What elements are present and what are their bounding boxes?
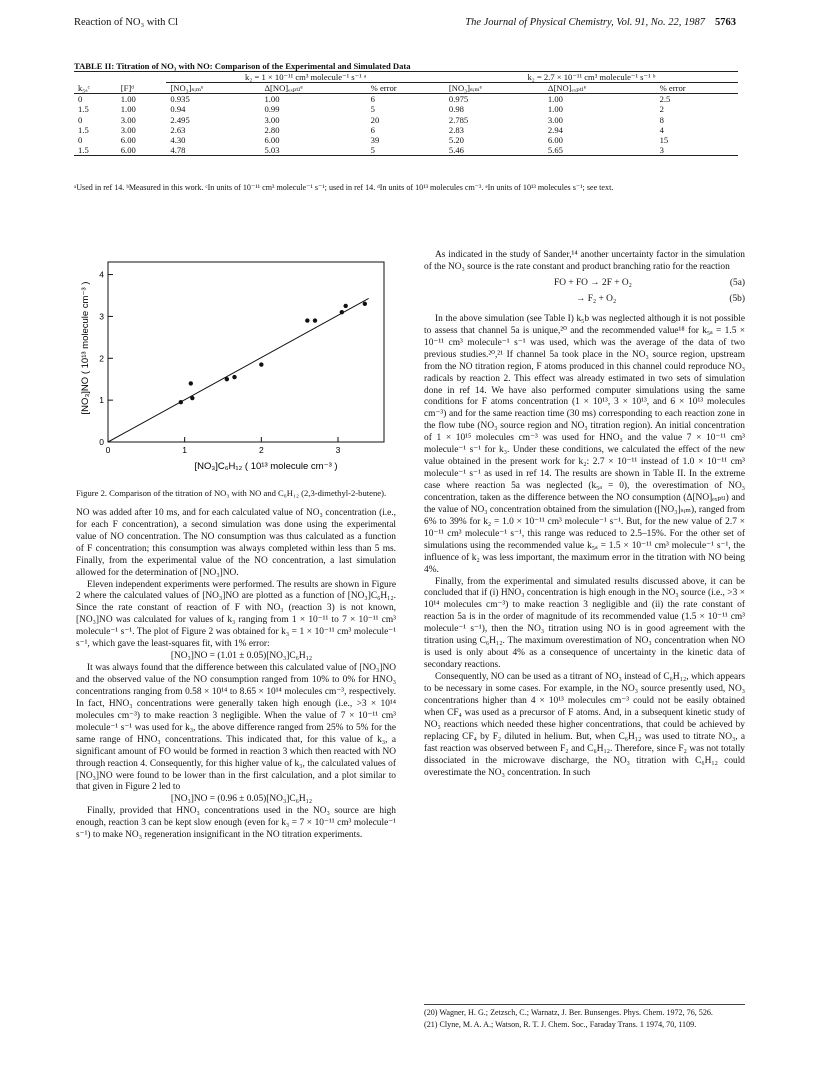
reaction-equation: → F₂ + O₂ <box>576 293 617 304</box>
cell: 5.65 <box>547 144 563 155</box>
references <box>424 1004 745 1033</box>
reference-20: (20) Wagner, H. G.; Zetzsch, C.; Warnatz, J. Ber. Bunsenges. Phys. Chem. 1972, 76, 526. <box>424 1008 713 1017</box>
figure-caption: Figure 2. Comparison of the titration of NO₃ with NO and C₆H₁₂ (2,3-dimethyl-2-butene). <box>76 488 387 498</box>
paragraph: Consequently, NO can be used as a titrant of NO₃ instead of C₆H₁₂, which appears to be necessary in some cases. For example, in the NO₃ source presently used, NO₃ concentrations higher than 4 × 10¹³ molecules cm⁻³ could not be easily obtained when CF₄ was used as a precursor of F atoms. And, in a subsequent kinetic study of NO₃ reactions which needed these higher concentrations, that could be achieved by replacing CF₄ by F₂ diluted in helium. But, when C₆H₁₂ was used to titrate NO₃, a fast reaction was observed between F₂ and C₆H₁₂. Therefore, since F₂ was not totally dissociated in the microwave discharge, the NO₃ titration with C₆H₁₂ could overestimate the NO₃ concentration. In such <box>424 672 745 778</box>
table-title: TABLE II: Titration of NO₃ with NO: Comparison of the Experimental and Simulated Data <box>74 61 411 71</box>
cell: 2.5 <box>659 94 671 105</box>
table-2 <box>74 71 738 156</box>
cell: 3.00 <box>120 114 136 125</box>
reaction-number: (5a) <box>729 277 745 288</box>
data-point <box>190 396 194 400</box>
cell: 39 <box>370 134 380 145</box>
cell: 1.5 <box>78 144 89 155</box>
page-number: 5763 <box>715 17 736 28</box>
data-point <box>225 377 229 381</box>
cell: 2.63 <box>170 124 186 135</box>
plot-axes <box>108 262 384 442</box>
cell: 4 <box>659 124 664 135</box>
col-header: [NO₃]ₛᵢₘᵉ <box>445 83 544 94</box>
y-tick-label: 0 <box>99 437 104 447</box>
table-row <box>74 135 738 145</box>
cell: 2.83 <box>448 124 464 135</box>
left-column <box>76 488 396 842</box>
data-point <box>363 302 367 306</box>
figure-2 <box>76 256 406 488</box>
header-left: Reaction of NO₃ with Cl <box>74 17 178 28</box>
cell: 5.03 <box>264 144 280 155</box>
header-right <box>465 16 736 29</box>
y-tick-label: 1 <box>99 395 104 406</box>
paragraph: In the above simulation (see Table I) k₅b was neglected although it is not possible to assess that channel 5a is unique,²⁰ and the recommended value¹⁸ for k₅ₐ = 1.5 × 10⁻¹¹ cm³ molecule⁻¹ s⁻¹ was used, which was the average of the data of two previous studies.²⁰,²¹ If channel 5a took place in the NO₃ source region, upstream from the NO titration region, F atoms produced in this channel could reproduce NO₃ radicals by reaction 2. This effect was already estimated in two sets of simulation done in ref 14. We have also performed computer simulations using the same conditions for F atoms concentration (1 × 10¹³, 3 × 10¹³, and 6 × 10¹³ molecules cm⁻³) and for the same reaction time (30 ms) corresponding to each reaction zone in the flow tube (NO₃ source region and NO₃ titration region). An initial concentration of 1 × 10¹⁵ molecules cm⁻³ was used for HNO₃ and the value 7 × 10⁻¹¹ cm³ molecule⁻¹ s⁻¹ for k₃. Under these conditions, we calculated the effect of the new value obtained in the present work for k₂: 2.7 × 10⁻¹¹ instead of 1.0 × 10⁻¹¹ cm³ molecule⁻¹ s⁻¹ as used in ref 14. The results are shown in Table II. In the extreme case where reaction 5a was neglected (k₅ₐ = 0), the overestimation of NO₃ concentration, taken as the difference between the NO consumption (Δ[NO]ₑₓₚₜₗ) and the value of NO₃ concentration obtained from the simulation ([NO₃]ₛᵢₘ), ranged from 6% to 39% for k₂ = 1.0 × 10⁻¹¹ cm³ molecule⁻¹ s⁻¹. But, for the new value of 2.7 × 10⁻¹¹ cm³ molecule⁻¹ s⁻¹, this range was reduced to 2.5–15%. For the other set of simulations using the recommended value k₅ₐ = 1.5 × 10⁻¹¹ cm³ molecule⁻¹ s⁻¹, the influence of k₂ was less important, the maximum error in the titration with NO being 4%. <box>424 313 745 575</box>
col-header: Δ[NO]ₑₓₚₜₗᵉ <box>260 83 366 94</box>
data-point <box>189 381 193 385</box>
cell: 6.00 <box>547 134 563 145</box>
data-point <box>179 400 183 404</box>
equation: [NO₃]NO = (0.96 ± 0.05)[NO₃]C₆H₁₂ <box>170 794 313 805</box>
cell: 3.00 <box>547 114 563 125</box>
col-header: % error <box>367 83 445 94</box>
group-header-k2-2: k₂ = 2.7 × 10⁻¹¹ cm³ molecule⁻¹ s⁻¹ ᵇ <box>445 72 738 83</box>
table-column-header <box>74 83 738 94</box>
data-point <box>232 375 236 379</box>
data-point <box>340 310 344 314</box>
y-tick-label: 3 <box>99 311 104 322</box>
cell: 1.00 <box>264 94 280 105</box>
cell: 0 <box>78 134 83 145</box>
cell: 6.00 <box>120 144 136 155</box>
cell: 1.5 <box>78 124 89 135</box>
y-tick-label: 4 <box>99 269 104 280</box>
cell: 6 <box>370 94 375 105</box>
cell: 1.00 <box>547 104 563 115</box>
journal-citation: The Journal of Physical Chemistry, Vol. 91, No. 22, 1987 <box>465 17 705 28</box>
col-header: Δ[NO]ₑₓₚₜₗᵉ <box>544 83 656 94</box>
cell: 0 <box>78 94 83 105</box>
cell: 3 <box>659 144 664 155</box>
cell: 20 <box>370 114 380 125</box>
cell: 6.00 <box>120 134 136 145</box>
col-header: % error <box>656 83 738 94</box>
cell: 2.80 <box>264 124 280 135</box>
table-row <box>74 115 738 125</box>
cell: 1.5 <box>78 104 89 115</box>
x-tick-label: 2 <box>258 445 264 455</box>
cell: 2.785 <box>448 114 469 125</box>
cell: 0.98 <box>448 104 464 115</box>
cell: 15 <box>659 134 669 145</box>
data-point <box>305 318 309 322</box>
paragraph: Finally, from the experimental and simulated results discussed above, it can be concluded that if (i) HNO₃ concentration is high enough in the NO₃ source (i.e., >3 × 10¹⁴ molecules cm⁻³) to make reaction 3 negligible and (ii) the rate constant of reaction 5a is in the order of magnitude of its recommended value (1.5 × 10⁻¹¹ cm³ molecule⁻¹ s⁻¹), then the NO₃ titration using NO is in good agreement with the titration using C₆H₁₂. The maximum overestimation of NO₃ concentration when NO is used is only about 4% as a consequence of uncertainty in the kinetic data of secondary reactions. <box>424 576 745 671</box>
cell: 6 <box>370 124 375 135</box>
group-header-k2-1: k₂ = 1 × 10⁻¹¹ cm³ molecule⁻¹ s⁻¹ ᵃ <box>166 72 444 83</box>
table-group-header <box>74 72 738 83</box>
right-column <box>424 250 745 779</box>
cell: 5.46 <box>448 144 464 155</box>
reaction-5a <box>424 278 745 294</box>
cell: 3.00 <box>264 114 280 125</box>
table-row <box>74 145 738 156</box>
data-point <box>343 304 347 308</box>
cell: 1.00 <box>120 104 136 115</box>
cell: 3.00 <box>120 124 136 135</box>
table-row <box>74 104 738 114</box>
paragraph: NO was added after 10 ms, and for each calculated value of NO₃ concentration (i.e., for each F concentration), a second simulation was done using the experimental value of NO concentration. The NO consumption was thus calculated as a function of F concentration; this consumption was always completed within less than 5 ms. Finally, from the experimental value of the NO concentration, a last simulation allowed for the determination of [NO₃]NO. <box>76 507 396 578</box>
cell: 0.975 <box>448 94 469 105</box>
table-row <box>74 125 738 135</box>
cell: 4.78 <box>170 144 186 155</box>
equation: [NO₃]NO = (1.01 ± 0.05)[NO₃]C₆H₁₂ <box>170 651 313 662</box>
reaction-equation: FO + FO → 2F + O₂ <box>554 277 632 288</box>
cell: 8 <box>659 114 664 125</box>
paragraph: It was always found that the difference between this calculated value of [NO₃]NO and the observed value of the NO consumption ranged from 10% to 0% for HNO₃ concentrations ranging from 0.58 × 10¹⁴ to 8.65 × 10¹⁴ molecules cm⁻³, respectively. In fact, HNO₃ concentrations were generally taken high enough (i.e., >3 × 10¹⁴ molecules cm⁻³) to make reaction 3 negligible. When the value of 7 × 10⁻¹¹ cm³ molecule⁻¹ s⁻¹ was used for k₃, the above difference ranged from 25% to 5% for the same range of HNO₃ concentrations. This indicated that, for this value of k₃, a significant amount of FO would be formed in reaction 3 which then reacted with NO through reaction 4. Consequently, for this higher value of k₃, the calculated values of [NO₃]NO were found to be lower than in the first calculation, and a plot similar to that given in Figure 2 led to <box>76 663 396 793</box>
cell: 0.935 <box>170 94 190 105</box>
scatter-plot <box>76 256 406 488</box>
cell: 2.495 <box>170 114 190 125</box>
x-tick-label: 3 <box>335 445 341 455</box>
data-point <box>259 362 263 366</box>
x-tick-label: 1 <box>182 445 188 455</box>
col-header: k₅ₐᶜ <box>74 83 117 94</box>
cell: 4.30 <box>170 134 186 145</box>
table-footnote: ᵃUsed in ref 14. ᵇMeasured in this work. ᶜIn units of 10⁻¹¹ cm³ molecule⁻¹ s⁻¹; used in ref 14. ᵈIn units of 10¹³ molecules cm⁻³. ᵉIn units of 10¹³ molecules s⁻¹; see text. <box>74 183 614 192</box>
data-point <box>313 318 317 322</box>
cell: 1.00 <box>120 94 136 105</box>
col-header: [F]ᵈ <box>117 83 167 94</box>
y-axis-label: [NO₃]NO ( 10¹³ molecule cm⁻³ ) <box>80 281 91 415</box>
cell: 5 <box>370 144 375 155</box>
reaction-5b <box>424 294 745 310</box>
y-tick-label: 2 <box>99 353 104 364</box>
reaction-number: (5b) <box>729 293 745 304</box>
cell: 0.99 <box>264 104 280 115</box>
x-tick-label: 0 <box>105 445 111 455</box>
paragraph: Finally, provided that HNO₃ concentrations used in the NO₃ source are high enough, reaction 3 can be kept slow enough (even for k₃ = 7 × 10⁻¹¹ cm³ molecule⁻¹ s⁻¹) to make NO₃ regeneration insignificant in the NO titration experiments. <box>76 806 396 841</box>
reference-21: (21) Clyne, M. A. A.; Watson, R. T. J. Chem. Soc., Faraday Trans. 1 1974, 70, 1109. <box>424 1020 697 1030</box>
cell: 1.00 <box>547 94 563 105</box>
x-axis-label: [NO₃]C₆H₁₂ ( 10¹³ molecule cm⁻³ ) <box>194 461 338 472</box>
paragraph: Eleven independent experiments were performed. The results are shown in Figure 2 where the calculated values of [NO₃]NO are plotted as a function of [NO₃]C₆H₁₂. Since the rate constant of reaction of F with NO₃ (reaction 3) is not known, [NO₃]NO was calculated for values of k₃ ranging from 1 × 10⁻¹¹ to 7 × 10⁻¹¹ cm³ molecule⁻¹ s⁻¹. The plot of Figure 2 was obtained for k₃ = 1 × 10⁻¹¹ cm³ molecule⁻¹ s⁻¹, which gave the least-squares fit, with 1% error: <box>76 579 396 650</box>
cell: 0 <box>78 114 83 125</box>
paragraph: As indicated in the study of Sander,¹⁴ another uncertainty factor in the simulation of the NO₃ source is the rate constant and product branching ratio for the reaction <box>424 250 745 272</box>
fit-line <box>108 298 369 442</box>
cell: 5.20 <box>448 134 464 145</box>
cell: 5 <box>370 104 375 115</box>
col-header: [NO₃]ₛᵢₘᵉ <box>166 83 260 94</box>
cell: 2 <box>659 104 664 115</box>
cell: 0.94 <box>170 104 186 115</box>
plot-frame <box>108 262 384 442</box>
cell: 2.94 <box>547 124 563 135</box>
cell: 6.00 <box>264 134 280 145</box>
table-row <box>74 94 738 105</box>
